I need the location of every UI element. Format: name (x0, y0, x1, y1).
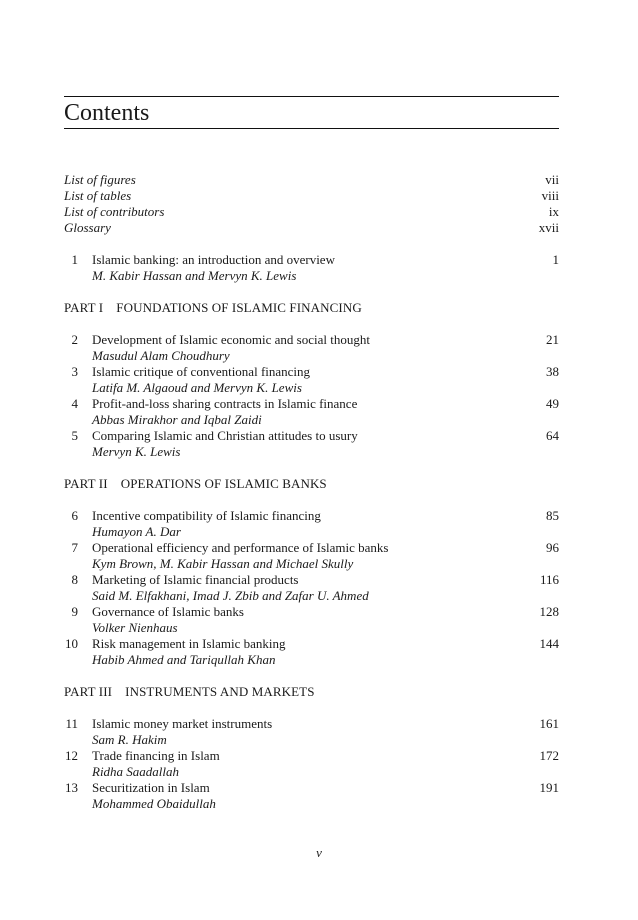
entry-label: Glossary (64, 220, 111, 235)
part-heading (64, 476, 559, 492)
chapter-title: Islamic banking: an introduction and overview (92, 252, 335, 267)
chapter-authors-row (64, 588, 559, 604)
entry-label: List of figures (64, 172, 136, 187)
chapter-authors: Volker Nienhaus (92, 620, 178, 635)
chapter-title: Development of Islamic economic and social thought (92, 332, 370, 347)
toc-chapter-entry[interactable] (64, 252, 559, 268)
toc-chapter-entry[interactable] (64, 572, 559, 588)
chapter-title: Islamic money market instruments (92, 716, 273, 731)
entry-page: viii (541, 188, 559, 203)
toc-chapter-entry[interactable] (64, 636, 559, 652)
chapter-page: 144 (539, 636, 559, 651)
chapter-number: 11 (65, 716, 78, 731)
chapter-authors-row (64, 412, 559, 428)
chapter-authors-row (64, 796, 559, 812)
chapter-page: 191 (539, 780, 559, 795)
chapter-authors: Sam R. Hakim (92, 732, 167, 747)
toc-chapter-entry[interactable] (64, 396, 559, 412)
chapter-authors-row (64, 268, 559, 284)
toc-chapter-entry[interactable] (64, 428, 559, 444)
toc-front-matter-entry[interactable] (64, 172, 559, 188)
chapter-page: 38 (546, 364, 559, 379)
toc-chapter-entry[interactable] (64, 332, 559, 348)
chapter-page: 1 (552, 252, 559, 267)
chapter-authors: Mohammed Obaidullah (92, 796, 216, 811)
chapter-number: 7 (71, 540, 78, 555)
part-heading (64, 684, 559, 700)
chapter-authors: Kym Brown, M. Kabir Hassan and Michael Skully (92, 556, 354, 571)
chapter-page: 21 (546, 332, 559, 347)
toc-chapter-entry[interactable] (64, 748, 559, 764)
chapter-authors: Masudul Alam Choudhury (92, 348, 230, 363)
part-label: PART I FOUNDATIONS OF ISLAMIC FINANCING (64, 300, 362, 315)
header-rule-bottom (64, 128, 559, 129)
spacer (64, 284, 559, 300)
header-rule-top (64, 96, 559, 97)
chapter-number: 1 (71, 252, 78, 267)
toc-chapter-entry[interactable] (64, 508, 559, 524)
chapter-number: 13 (65, 780, 78, 795)
table-of-contents (64, 172, 559, 812)
chapter-authors-row (64, 652, 559, 668)
chapter-page: 116 (539, 572, 559, 587)
chapter-title: Operational efficiency and performance of Islamic banks (92, 540, 389, 555)
chapter-authors: Humayon A. Dar (92, 524, 181, 539)
chapter-title: Risk management in Islamic banking (92, 636, 286, 651)
chapter-number: 5 (71, 428, 78, 443)
chapter-title: Profit-and-loss sharing contracts in Islamic finance (92, 396, 358, 411)
chapter-authors: Ridha Saadallah (92, 764, 180, 779)
spacer (64, 700, 559, 716)
chapter-authors: Mervyn K. Lewis (92, 444, 181, 459)
entry-label: List of contributors (64, 204, 165, 219)
chapter-authors: M. Kabir Hassan and Mervyn K. Lewis (92, 268, 297, 283)
chapter-number: 6 (71, 508, 78, 523)
chapter-page: 128 (539, 604, 559, 619)
chapter-authors-row (64, 620, 559, 636)
chapter-authors: Abbas Mirakhor and Iqbal Zaidi (92, 412, 262, 427)
spacer (64, 492, 559, 508)
chapter-title: Marketing of Islamic financial products (92, 572, 299, 587)
toc-chapter-entry[interactable] (64, 364, 559, 380)
spacer (64, 316, 559, 332)
spacer (64, 236, 559, 252)
chapter-title: Governance of Islamic banks (92, 604, 244, 619)
page-title: Contents (64, 100, 150, 126)
chapter-title: Trade financing in Islam (92, 748, 220, 763)
chapter-authors-row (64, 556, 559, 572)
toc-front-matter-entry[interactable] (64, 188, 559, 204)
chapter-number: 10 (65, 636, 78, 651)
chapter-page: 161 (539, 716, 559, 731)
chapter-title: Comparing Islamic and Christian attitudes to usury (92, 428, 358, 443)
chapter-number: 8 (71, 572, 78, 587)
chapter-authors-row (64, 732, 559, 748)
toc-front-matter-entry[interactable] (64, 220, 559, 236)
chapter-authors: Said M. Elfakhani, Imad J. Zbib and Zafar U. Ahmed (92, 588, 369, 603)
part-heading (64, 300, 559, 316)
entry-page: xvii (538, 220, 559, 235)
chapter-title: Incentive compatibility of Islamic financing (92, 508, 321, 523)
spacer (64, 668, 559, 684)
chapter-page: 64 (546, 428, 559, 443)
chapter-number: 4 (71, 396, 78, 411)
toc-front-matter-entry[interactable] (64, 204, 559, 220)
part-label: PART III INSTRUMENTS AND MARKETS (64, 684, 315, 699)
chapter-page: 49 (546, 396, 559, 411)
chapter-number: 9 (71, 604, 78, 619)
chapter-page: 85 (546, 508, 559, 523)
entry-page: vii (545, 172, 559, 187)
page-folio: v (316, 845, 322, 860)
chapter-authors-row (64, 524, 559, 540)
chapter-authors-row (64, 380, 559, 396)
spacer (64, 460, 559, 476)
toc-chapter-entry[interactable] (64, 716, 559, 732)
entry-label: List of tables (64, 188, 132, 203)
chapter-authors: Latifa M. Algaoud and Mervyn K. Lewis (92, 380, 302, 395)
chapter-number: 2 (71, 332, 78, 347)
chapter-authors-row (64, 764, 559, 780)
toc-chapter-entry[interactable] (64, 780, 559, 796)
chapter-authors-row (64, 348, 559, 364)
chapter-page: 172 (539, 748, 559, 763)
chapter-number: 3 (71, 364, 78, 379)
toc-chapter-entry[interactable] (64, 604, 559, 620)
entry-page: ix (548, 204, 559, 219)
chapter-number: 12 (65, 748, 78, 763)
chapter-authors-row (64, 444, 559, 460)
chapter-title: Islamic critique of conventional financing (92, 364, 311, 379)
chapter-page: 96 (546, 540, 559, 555)
toc-chapter-entry[interactable] (64, 540, 559, 556)
chapter-authors: Habib Ahmed and Tariqullah Khan (92, 652, 276, 667)
part-label: PART II OPERATIONS OF ISLAMIC BANKS (64, 476, 327, 491)
chapter-title: Securitization in Islam (92, 780, 210, 795)
